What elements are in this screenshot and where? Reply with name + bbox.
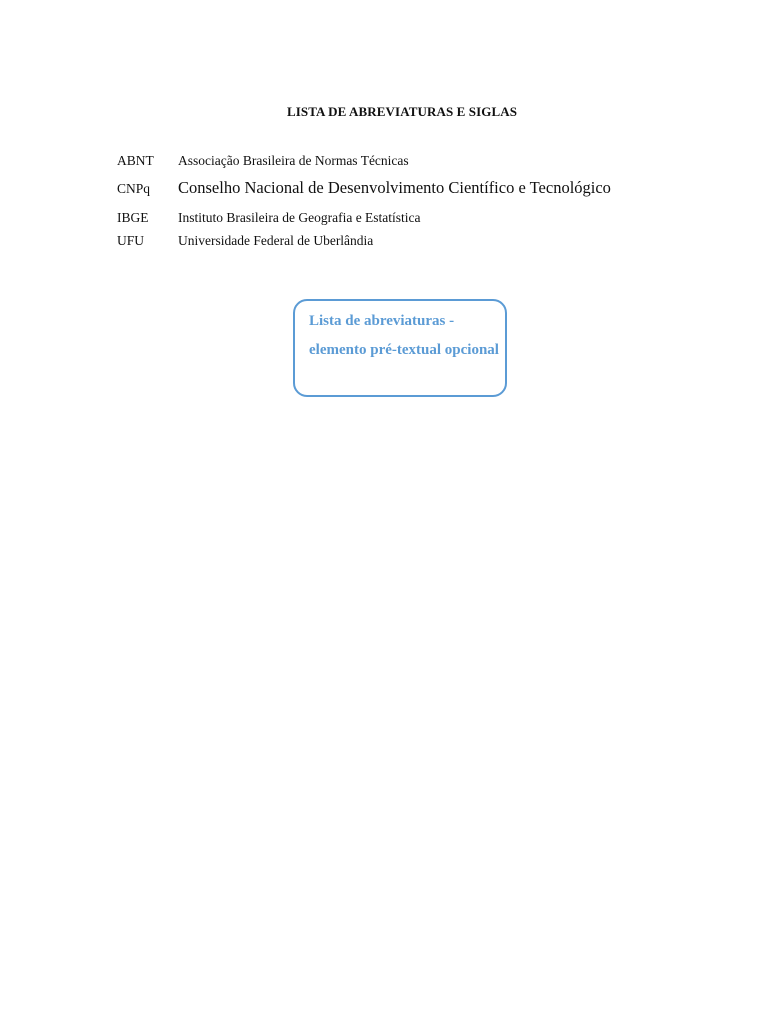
page-title: LISTA DE ABREVIATURAS E SIGLAS xyxy=(286,104,518,119)
abbreviation-row-abnt xyxy=(117,150,717,176)
abbreviation-code: UFU xyxy=(117,233,145,248)
abbreviation-code: IBGE xyxy=(117,210,149,225)
abbreviation-row-ibge xyxy=(117,206,717,230)
abbreviation-row-ufu xyxy=(117,230,717,254)
abbreviation-list xyxy=(117,150,717,254)
abbreviation-code: ABNT xyxy=(117,153,154,168)
abbreviation-row-cnpq xyxy=(117,176,717,206)
abbreviation-description: Associação Brasileira de Normas Técnicas xyxy=(178,153,409,168)
abbreviation-description: Universidade Federal de Uberlândia xyxy=(178,233,374,248)
abbreviation-description: Instituto Brasileira de Geografia e Estatística xyxy=(178,210,421,225)
abbreviation-description: Conselho Nacional de Desenvolvimento Científico e Tecnológico xyxy=(178,178,611,197)
callout-box xyxy=(293,299,507,397)
abbreviation-code: CNPq xyxy=(117,181,151,196)
callout-text: Lista de abreviaturas - elemento pré-textual opcional xyxy=(309,313,499,358)
